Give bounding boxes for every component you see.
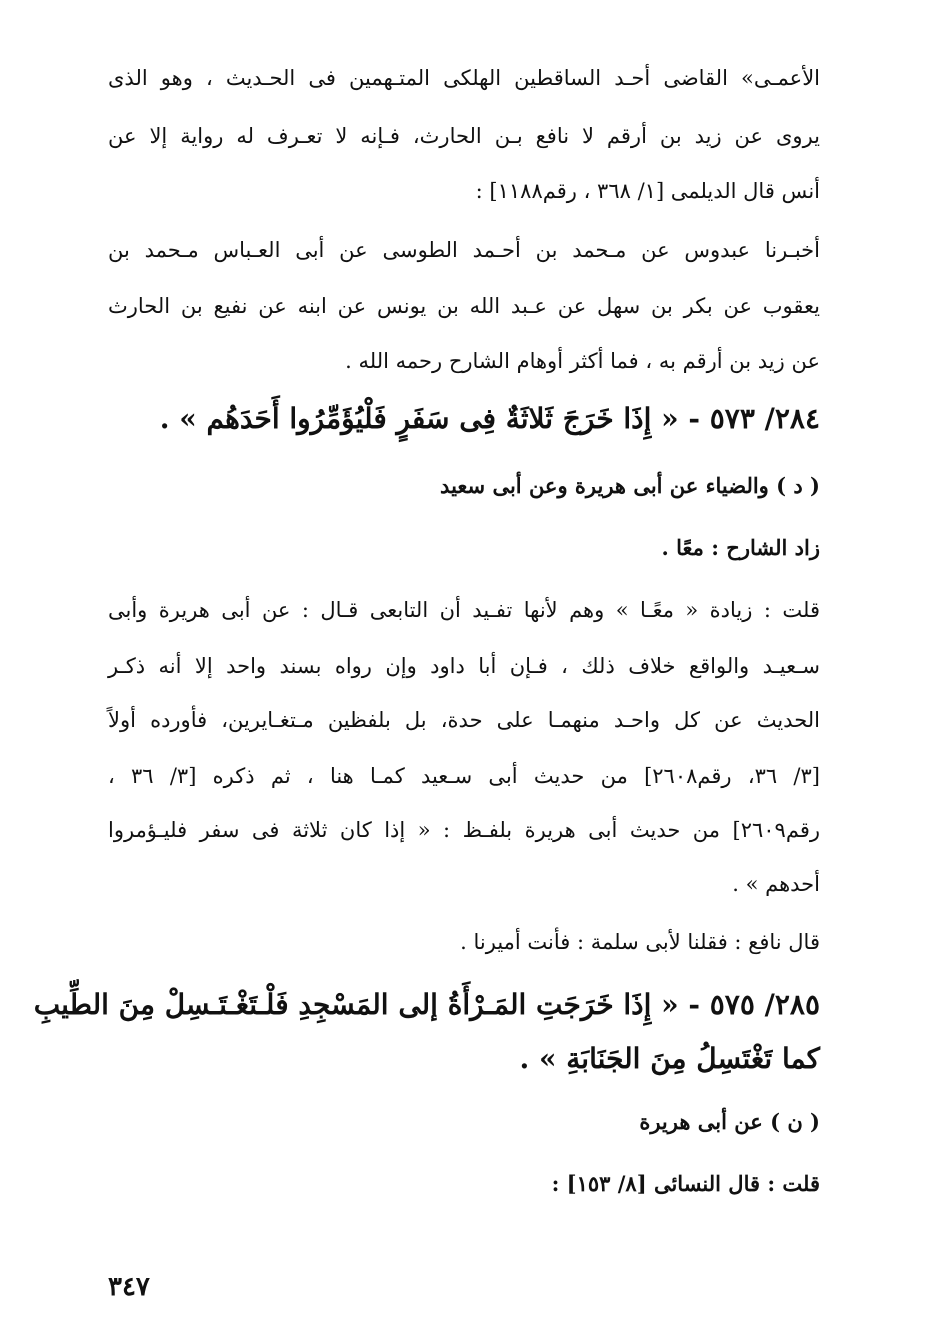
text-line: أنس قال الديلمى [١/ ٣٦٨ ، رقم١١٨٨] : bbox=[475, 179, 820, 203]
text-line: قلت : قال النسائى [٨/ ١٥٣] : bbox=[551, 1171, 820, 1196]
hadith-source: ( ن ) عن أبى هريرة bbox=[639, 1109, 820, 1134]
text-line: أخبـرنا عبدوس عن مـحمد بن أحـمد الطوسى عن أبى العـباس مـحمد بن bbox=[108, 238, 820, 262]
text-line: [٣/ ٣٦، رقم٢٦٠٨] من حديث أبى سـعيد كمـا هنا ، ثم ذكره [٣/ ٣٦ ، bbox=[108, 764, 820, 788]
page-number: ٣٤٧ bbox=[108, 1272, 150, 1302]
text-column bbox=[33, 0, 820, 1340]
text-line: يعقوب عن بكر بن سهل عن عـبد الله بن يونس عن ابنه عن نفيع بن الحارث bbox=[108, 294, 820, 318]
hadith-heading: ٢٨٥/ ٥٧٥ - « إِذَا خَرَجَتِ المَـرْأَةُ إلى المَسْجِدِ فَلْـتَغْـتَـسِلْ مِنَ الطِّيبِ bbox=[33, 988, 820, 1021]
hadith-heading-continued: كما تَغْتَسِلُ مِنَ الجَنَابَةِ » . bbox=[519, 1042, 820, 1075]
text-line: رقم٢٦٠٩] من حديث أبى هريرة بلفـظ : « إذا كان ثلاثة فى سفر فليـؤمروا bbox=[108, 818, 820, 842]
text-line: قلت : زيادة « معًـا » وهم لأنها تفـيد أن التابعى قـال : عن أبى هريرة وأبى bbox=[108, 598, 820, 622]
text-line: الأعمـى» القاضى أحـد الساقطين الهلكى المتـهمين فى الحـديث ، وهو الذى bbox=[108, 66, 820, 90]
text-line: زاد الشارح : معًا . bbox=[661, 535, 820, 560]
text-line: سـعيـد والواقع خلاف ذلك ، فـإن أبا داود وإن رواه بسند واحد إلا أنه ذكـر bbox=[108, 654, 820, 678]
text-line: الحديث عن كل واحـد منهمـا على حدة، بل بلفظين مـتغـايرين، فأورده أولاً bbox=[108, 708, 820, 732]
text-line: عن زيد بن أرقم به ، فما أكثر أوهام الشارح رحمه الله . bbox=[345, 349, 820, 373]
text-line: أحدهم » . bbox=[732, 872, 820, 896]
text-line: قال نافع : فقلنا لأبى سلمة : فأنت أميرنا . bbox=[460, 930, 820, 954]
hadith-heading: ٢٨٤/ ٥٧٣ - « إِذَا خَرَجَ ثَلاثَةٌ فِى سَفَرٍ فَلْيُؤَمِّرُوا أَحَدَهُم » . bbox=[159, 402, 820, 435]
text-line: يروى عن زيد بن أرقم لا نافع بـن الحارث، فـإنه لا تعـرف له رواية إلا عن bbox=[108, 124, 820, 148]
hadith-source: ( د ) والضياء عن أبى هريرة وعن أبى سعيد bbox=[440, 473, 820, 498]
